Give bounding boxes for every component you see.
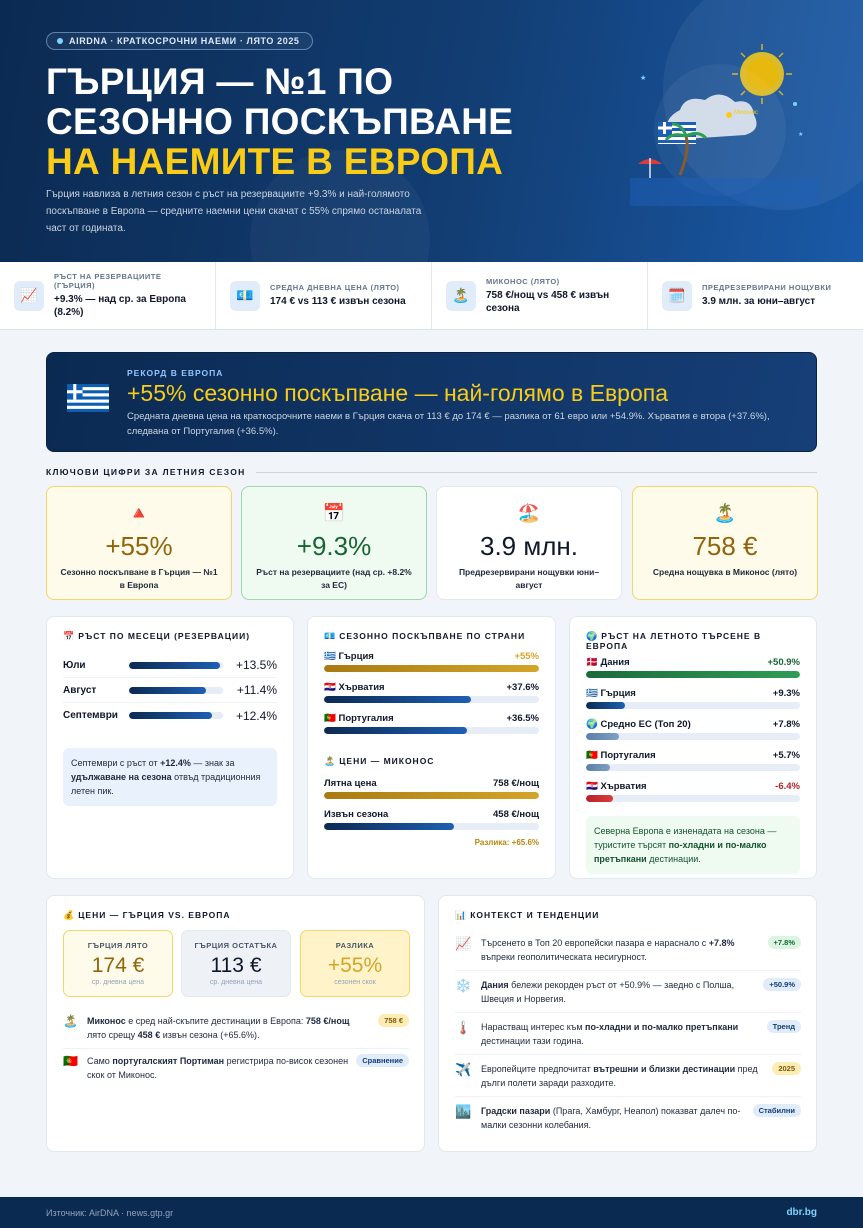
country-bar [324, 696, 539, 703]
country-value: +37.6% [506, 682, 539, 693]
demand-value: +7.8% [772, 719, 800, 730]
month-bar-fill [129, 687, 206, 694]
price-box-sub: ср. дневна цена [209, 979, 263, 986]
mykonos-bar [324, 792, 539, 799]
month-bar-fill [129, 662, 220, 669]
country-label: Хърватия [338, 682, 385, 693]
key-card-value: +9.3% [296, 531, 372, 561]
money-icon: 💶 [230, 281, 260, 311]
price-box-difference [300, 930, 410, 997]
demand-bar-fill [586, 671, 800, 678]
mykonos-value: 758 €/нощ [493, 778, 539, 789]
bar-chart-icon: 📊 [455, 910, 468, 920]
source-badge: AIRDNA · КРАТКОСРОЧНИ НАЕМИ · ЛЯТО 2025 [46, 32, 313, 50]
item-highlight: Дания [481, 980, 509, 990]
note-highlight: +12.4% [160, 758, 191, 768]
demand-bar [586, 702, 800, 709]
month-bar [129, 712, 223, 719]
note-text: Северна Европа е изненадата на сезона — туристите търсят [594, 826, 777, 850]
item-text-part: пред дълги полети заради разходите. [481, 1064, 758, 1088]
greece-vs-europe-prices-panel [46, 895, 425, 1152]
stat-label: РЪСТ НА РЕЗЕРВАЦИИТЕ (ГЪРЦИЯ) [54, 272, 162, 290]
item-tag: +50.9% [763, 978, 801, 991]
globe-icon: 🌍 [586, 719, 598, 730]
beach-umbrella-icon: 🏖️ [517, 503, 541, 523]
greece-flag-icon [67, 383, 109, 413]
portugal-flag-icon: 🇵🇹 [586, 750, 598, 761]
svg-text:★: ★ [640, 75, 647, 82]
demand-label: Гърция [600, 688, 636, 699]
money-bag-icon: 💰 [63, 910, 76, 920]
price-box-summer [63, 930, 173, 997]
stat-label: МИКОНОС (ЛЯТО) [486, 276, 560, 286]
item-text [481, 978, 755, 1006]
country-label: Португалия [338, 713, 394, 724]
mykonos-label: Лятна цена [324, 778, 377, 789]
mykonos-row [324, 778, 539, 799]
item-text [481, 936, 760, 964]
context-item [455, 1062, 801, 1097]
country-bar-fill [324, 665, 539, 672]
airplane-icon: ✈️ [455, 1062, 472, 1077]
demand-label: Средно ЕС (Топ 20) [600, 719, 691, 730]
brand-link[interactable]: dbr.bg [786, 1207, 817, 1218]
country-bar-fill [324, 696, 471, 703]
context-trends-panel [438, 895, 817, 1152]
record-title: +55% сезонно поскъпване — най-голямо в Европа [127, 380, 669, 406]
month-value: +12.4% [235, 708, 277, 723]
greece-island-illustration-icon [630, 40, 820, 210]
item-highlight: по-хладни и по-малко претъпкани [585, 1022, 739, 1032]
mykonos-value: 458 €/нощ [493, 809, 539, 820]
thermometer-icon: 🌡️ [455, 1020, 472, 1035]
item-text-part: (Прага, Хамбург, Неапол) показват далеч по-малки сезонни колебания. [481, 1106, 741, 1130]
panel-title [586, 631, 800, 651]
stat-daily-price [216, 262, 432, 329]
price-box-offseason [181, 930, 291, 997]
item-highlight: +7.8% [708, 938, 735, 948]
note-text: дестинации. [646, 854, 701, 864]
item-tag: Тренд [767, 1020, 801, 1033]
key-card-bookings [241, 486, 427, 600]
key-card-caption: Средна нощувка в Миконос (лято) [652, 567, 798, 577]
panel-title-text: ЦЕНИ — ГЪРЦИЯ VS. ЕВРОПА [78, 910, 231, 920]
key-card-nights [436, 486, 622, 600]
stat-value: 3.9 млн. за юни–август [702, 296, 816, 307]
demand-bar-fill [586, 702, 625, 709]
mykonos-bar [324, 823, 539, 830]
month-list [63, 653, 277, 728]
globe-icon: 🌍 [586, 631, 599, 641]
stats-strip [0, 262, 863, 330]
demand-row [586, 688, 800, 709]
key-card-caption: Ръст на резервациите (над ср. +8.2% за ЕС) [256, 567, 412, 590]
money-icon: 💶 [324, 631, 337, 641]
price-box-sub: ср. дневна цена [91, 979, 145, 986]
panel-title [63, 910, 408, 920]
denmark-flag-icon: 🇩🇰 [586, 657, 598, 668]
month-bar-fill [129, 712, 212, 719]
panel-subtitle [324, 756, 539, 766]
note-highlight: по-хладни и по-малко претъпкани [594, 840, 767, 864]
summer-demand-panel [569, 616, 817, 879]
note-text: отвъд традиционния летен пик. [71, 772, 261, 796]
item-text [87, 1054, 348, 1082]
item-text-part: Нарастващ интерес към [481, 1022, 586, 1032]
hero-subtitle: Гърция навлиза в летния сезон с ръст на резервациите +9.3% и най-голямото поскъпване в Европа — средните наемни цени скачат с 55% спрямо останалата част от годината. [46, 189, 422, 234]
croatia-flag-icon: 🇭🇷 [324, 682, 336, 693]
item-tag: 2025 [772, 1062, 801, 1075]
title-line-2: СЕЗОННО ПОСКЪПВАНЕ [46, 101, 514, 142]
month-value: +11.4% [236, 683, 277, 697]
portugal-flag-icon: 🇵🇹 [63, 1054, 78, 1068]
country-bar [324, 727, 539, 734]
item-tag: +7.8% [768, 936, 801, 949]
demand-value: -6.4% [775, 781, 800, 792]
stat-label: СРЕДНА ДНЕВНА ЦЕНА (ЛЯТО) [270, 283, 400, 292]
note-text: Септември с ръст от [71, 758, 161, 768]
record-description: Средната дневна цена на краткосрочните наеми в Гърция скача от 113 € до 174 € — разлика от 61 евро или +54.9%. Хърватия е втора (+37.6%), следвана от Португалия (+36.5%). [127, 411, 770, 437]
month-bar [129, 662, 223, 669]
stat-value: 174 € vs 113 € извън сезона [270, 296, 406, 307]
country-value: +55% [514, 651, 539, 662]
price-box-value: 113 € [210, 954, 262, 977]
key-card-mykonos [632, 486, 818, 600]
key-card-value: 3.9 млн. [480, 531, 578, 561]
record-banner [46, 352, 817, 452]
island-icon: 🏝️ [63, 1014, 78, 1028]
panel-title-text: СЕЗОННО ПОСКЪПВАНЕ ПО СТРАНИ [339, 631, 526, 641]
title-line-3: НА НАЕМИТЕ В ЕВРОПА [46, 141, 504, 182]
country-bar-fill [324, 727, 467, 734]
item-text [87, 1014, 370, 1042]
key-card-caption: Предрезервирани нощувки юни–август [458, 567, 600, 590]
month-bar [129, 687, 223, 694]
stat-value: 758 €/нощ vs 458 € извън сезона [486, 289, 610, 314]
stat-label: ПРЕДРЕЗЕРВИРАНИ НОЩУВКИ [702, 283, 832, 292]
month-note [63, 748, 277, 806]
item-text-part: дестинации тази година. [481, 1036, 584, 1046]
item-text [481, 1104, 745, 1132]
panel-title [324, 631, 539, 641]
month-row [63, 678, 277, 703]
price-box-value: +55% [327, 954, 383, 977]
up-triangle-icon: 🔺 [127, 503, 151, 523]
context-item [455, 936, 801, 971]
island-icon: 🏝️ [446, 281, 476, 311]
item-text-part: регистрира по-висок сезонен скок от Миконос. [87, 1056, 349, 1080]
month-label: Септември [63, 710, 118, 721]
price-box-label: РАЗЛИКА [335, 941, 375, 950]
key-figures-heading [46, 467, 817, 477]
key-card-value: 758 € [692, 531, 758, 561]
demand-row [586, 750, 800, 771]
demand-row [586, 657, 800, 678]
country-bar [324, 665, 539, 672]
country-price-rise-panel [307, 616, 556, 879]
month-value: +13.5% [235, 658, 277, 672]
footer [0, 1197, 863, 1228]
price-box-value: 174 € [91, 954, 145, 977]
demand-label: Хърватия [600, 781, 647, 792]
item-highlight: вътрешни и близки дестинации [593, 1064, 736, 1074]
panel-title-text: КОНТЕКСТ И ТЕНДЕНЦИИ [470, 910, 600, 920]
panel-title-text: РЪСТ НА ЛЕТНОТО ТЪРСЕНЕ В ЕВРОПА [586, 631, 762, 651]
stat-mykonos [432, 262, 648, 329]
item-highlight: португалският Портиман [112, 1056, 225, 1066]
item-text [481, 1020, 759, 1048]
key-figures-heading-text: КЛЮЧОВИ ЦИФРИ ЗА ЛЕТНИЯ СЕЗОН [46, 467, 246, 477]
demand-row [586, 781, 800, 802]
price-box-sub: сезонен скок [334, 979, 376, 986]
stat-value: +9.3% — над ср. за Европа (8.2%) [54, 294, 186, 318]
svg-text:★: ★ [798, 132, 804, 138]
month-label: Юли [63, 659, 86, 671]
demand-value: +5.7% [772, 750, 800, 761]
city-icon: 🏙️ [455, 1104, 472, 1119]
calendar-icon: 🗓️ [662, 281, 692, 311]
price-box-label: ГЪРЦИЯ ЛЯТО [87, 941, 149, 950]
mykonos-bar-fill [324, 792, 539, 799]
croatia-flag-icon: 🇭🇷 [586, 781, 598, 792]
calendar-icon: 📅 [322, 503, 346, 523]
note-highlight: удължаване на сезона [71, 772, 172, 782]
key-card-caption: Сезонно поскъпване в Гърция — №1 в Европа [60, 567, 218, 590]
item-highlight: Градски пазари [481, 1106, 551, 1116]
mykonos-row [324, 809, 539, 830]
item-text [481, 1062, 764, 1090]
month-row [63, 653, 277, 678]
greece-flag-icon: 🇬🇷 [586, 688, 598, 699]
item-highlight: 458 € [137, 1030, 161, 1040]
demand-bar [586, 764, 800, 771]
item-tag: 758 € [378, 1014, 409, 1027]
item-text-part: Само [87, 1056, 113, 1066]
mykonos-label: Извън сезона [324, 809, 389, 820]
demand-bar-fill [586, 795, 613, 802]
portugal-flag-icon: 🇵🇹 [324, 713, 336, 724]
key-card-value: +55% [105, 531, 173, 561]
page-title [46, 62, 606, 182]
chart-up-icon: 📈 [14, 281, 44, 311]
country-row [324, 713, 539, 734]
demand-label: Португалия [600, 750, 656, 761]
price-box-label: ГЪРЦИЯ ОСТАТЪКА [194, 941, 278, 950]
mykonos-bar-fill [324, 823, 454, 830]
context-item [455, 1104, 801, 1138]
illustration-label: Миконос [734, 110, 759, 116]
item-highlight: 758 €/нощ [305, 1016, 350, 1026]
context-item [455, 1020, 801, 1055]
price-item-mykonos [63, 1014, 409, 1049]
monthly-growth-panel [46, 616, 294, 879]
panel-title [455, 910, 800, 920]
demand-bar-fill [586, 764, 610, 771]
country-row [324, 651, 539, 672]
demand-label: Дания [600, 657, 630, 668]
title-line-1: ГЪРЦИЯ — №1 ПО [46, 61, 394, 102]
country-row [324, 682, 539, 703]
month-label: Август [63, 684, 97, 696]
island-icon: 🏝️ [713, 503, 737, 523]
mykonos-difference: Разлика: +65.6% [474, 838, 539, 847]
greece-flag-icon: 🇬🇷 [324, 651, 336, 662]
demand-value: +9.3% [772, 688, 800, 699]
country-value: +36.5% [506, 713, 539, 724]
item-tag: Стабилни [753, 1104, 801, 1117]
item-text-part: е сред най-скъпите дестинации в Европа: [125, 1016, 306, 1026]
country-label: Гърция [338, 651, 374, 662]
panel-subtitle-text: ЦЕНИ — МИКОНОС [339, 756, 435, 766]
item-text-part: Европейците предпочитат [481, 1064, 594, 1074]
demand-bar [586, 671, 800, 678]
context-item [455, 978, 801, 1013]
item-text-part: лято срещу [87, 1030, 138, 1040]
item-tag: Сравнение [356, 1054, 409, 1067]
record-label: РЕКОРД В ЕВРОПА [127, 368, 224, 378]
demand-bar-fill [586, 733, 619, 740]
stat-prebooked [648, 262, 863, 329]
key-card-price-rise [46, 486, 232, 600]
source-credit: Източник: AirDNA · news.gtp.gr [46, 1207, 174, 1218]
item-text-part: Търсенето в Топ 20 европейски пазара е нараснало с [481, 938, 709, 948]
price-item-portimao [63, 1054, 409, 1082]
item-highlight: Миконос [87, 1016, 126, 1026]
demand-note [586, 816, 800, 874]
chart-up-icon: 📈 [455, 936, 472, 951]
snowflake-icon: ❄️ [455, 978, 472, 993]
note-text: — знак за [190, 758, 235, 768]
item-text-part: бележи рекорден ръст от +50.9% — заедно с Полша, Швеция и Норвегия. [481, 980, 735, 1004]
demand-bar [586, 733, 800, 740]
item-text-part: въпреки геополитическата несигурност. [481, 952, 647, 962]
island-icon: 🏝️ [324, 756, 337, 766]
panel-title [63, 631, 277, 641]
stat-bookings [0, 262, 216, 329]
calendar-icon: 📅 [63, 631, 76, 641]
hero-header [0, 0, 863, 262]
item-text-part: извън сезона (+65.6%). [160, 1030, 260, 1040]
demand-bar [586, 795, 800, 802]
month-row [63, 703, 277, 728]
demand-row [586, 719, 800, 740]
panel-title-text: РЪСТ ПО МЕСЕЦИ (РЕЗЕРВАЦИИ) [78, 631, 251, 641]
demand-value: +50.9% [767, 657, 800, 668]
